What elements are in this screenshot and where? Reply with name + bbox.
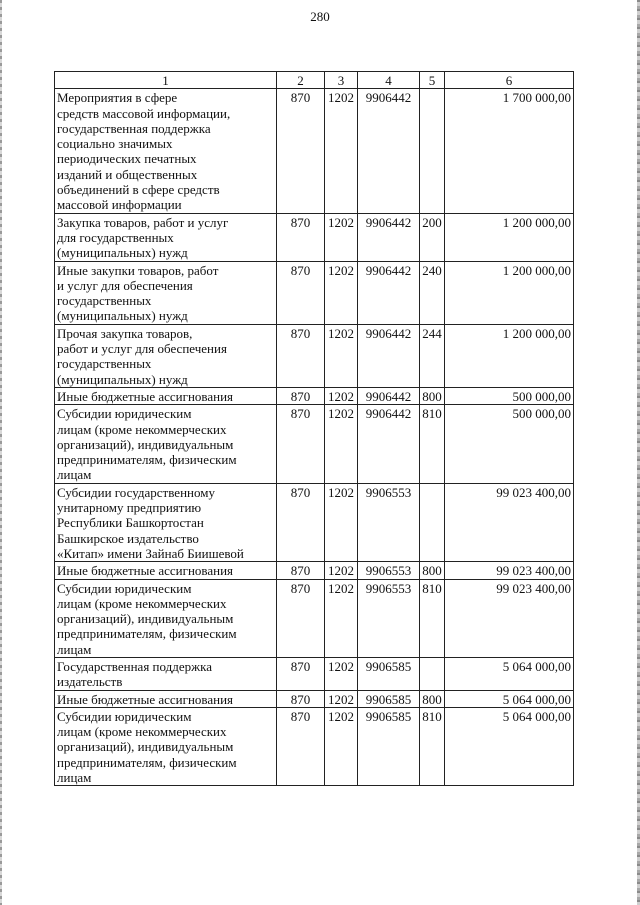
- target-article-cell: 9906585: [358, 707, 420, 785]
- amount-cell: 99 023 400,00: [445, 562, 574, 579]
- table-row: [55, 657, 574, 690]
- item-name-cell: [55, 324, 277, 387]
- item-name-line: государственных: [57, 293, 152, 309]
- item-name-cell: [55, 707, 277, 785]
- table-header-row: [55, 72, 574, 89]
- item-name-cell: [55, 89, 277, 213]
- ministry-code-cell: 870: [277, 483, 325, 561]
- item-name-line: Иные бюджетные ассигнования: [57, 563, 234, 579]
- target-article-cell: 9906585: [358, 657, 420, 690]
- item-name-line: изданий и общественных: [57, 166, 198, 182]
- target-article-cell: 9906442: [358, 261, 420, 324]
- table-row: [55, 483, 574, 561]
- ministry-code-cell: 870: [277, 707, 325, 785]
- expense-type-cell: 810: [420, 707, 445, 785]
- amount-cell: 1 200 000,00: [445, 213, 574, 261]
- target-article-cell: 9906442: [358, 89, 420, 213]
- item-name-line: Субсидии юридическим: [57, 580, 192, 596]
- target-article-cell: 9906442: [358, 324, 420, 387]
- budget-table-body: [55, 72, 574, 786]
- target-article-cell: 9906553: [358, 483, 420, 561]
- section-code-cell: 1202: [325, 324, 358, 387]
- expense-type-cell: 200: [420, 213, 445, 261]
- expense-type-cell: [420, 89, 445, 213]
- item-name-line: организаций), индивидуальным: [57, 436, 234, 452]
- item-name-line: Иные бюджетные ассигнования: [57, 388, 234, 404]
- item-name-line: Иные закупки товаров, работ: [57, 262, 219, 278]
- amount-cell: 1 200 000,00: [445, 324, 574, 387]
- expense-type-cell: 244: [420, 324, 445, 387]
- section-code-cell: 1202: [325, 213, 358, 261]
- header-cell-6: 6: [445, 72, 574, 89]
- header-cell-1: 1: [55, 72, 277, 89]
- ministry-code-cell: 870: [277, 690, 325, 707]
- item-name-cell: [55, 213, 277, 261]
- section-code-cell: 1202: [325, 707, 358, 785]
- item-name-line: организаций), индивидуальным: [57, 611, 234, 627]
- table-row: [55, 690, 574, 707]
- ministry-code-cell: 870: [277, 261, 325, 324]
- expense-type-cell: [420, 657, 445, 690]
- item-name-line: предпринимателям, физическим: [57, 452, 237, 468]
- item-name-line: социально значимых: [57, 136, 173, 152]
- amount-cell: 5 064 000,00: [445, 707, 574, 785]
- table-row: [55, 89, 574, 213]
- item-name-line: Субсидии юридическим: [57, 708, 192, 724]
- header-cell-3: 3: [325, 72, 358, 89]
- item-name-line: Субсидии государственному: [57, 484, 215, 500]
- amount-cell: 99 023 400,00: [445, 579, 574, 657]
- item-name-cell: [55, 657, 277, 690]
- item-name-cell: [55, 387, 277, 404]
- item-name-line: и услуг для обеспечения: [57, 277, 193, 293]
- table-row: [55, 562, 574, 579]
- scan-edge-left: [0, 0, 2, 905]
- amount-cell: 500 000,00: [445, 405, 574, 483]
- page-number: 280: [310, 9, 330, 24]
- target-article-cell: 9906553: [358, 562, 420, 579]
- expense-type-cell: 810: [420, 579, 445, 657]
- item-name-line: Закупка товаров, работ и услуг: [57, 214, 229, 230]
- item-name-line: лицам (кроме некоммерческих: [57, 421, 227, 437]
- ministry-code-cell: 870: [277, 387, 325, 404]
- amount-cell: 1 200 000,00: [445, 261, 574, 324]
- ministry-code-cell: 870: [277, 89, 325, 213]
- item-name-line: лицам: [57, 467, 92, 483]
- amount-cell: 99 023 400,00: [445, 483, 574, 561]
- item-name-line: объединений в сфере средств: [57, 182, 220, 198]
- table-row: [55, 213, 574, 261]
- table-row: [55, 387, 574, 404]
- item-name-line: Прочая закупка товаров,: [57, 325, 193, 341]
- item-name-line: Республики Башкортостан: [57, 515, 204, 531]
- target-article-cell: 9906442: [358, 387, 420, 404]
- item-name-line: предпринимателям, физическим: [57, 626, 237, 642]
- expense-type-cell: 810: [420, 405, 445, 483]
- item-name-line: (муниципальных) нужд: [57, 245, 188, 261]
- budget-table: [54, 71, 574, 786]
- section-code-cell: 1202: [325, 483, 358, 561]
- table-row: [55, 707, 574, 785]
- target-article-cell: 9906442: [358, 213, 420, 261]
- item-name-line: Субсидии юридическим: [57, 406, 192, 422]
- table-row: [55, 324, 574, 387]
- item-name-line: государственная поддержка: [57, 120, 211, 136]
- target-article-cell: 9906553: [358, 579, 420, 657]
- item-name-line: предпринимателям, физическим: [57, 754, 237, 770]
- item-name-line: унитарному предприятию: [57, 500, 202, 516]
- header-cell-4: 4: [358, 72, 420, 89]
- expense-type-cell: [420, 483, 445, 561]
- section-code-cell: 1202: [325, 690, 358, 707]
- amount-cell: 5 064 000,00: [445, 690, 574, 707]
- table-row: [55, 405, 574, 483]
- ministry-code-cell: 870: [277, 562, 325, 579]
- item-name-line: Государственная поддержка: [57, 658, 213, 674]
- expense-type-cell: 800: [420, 690, 445, 707]
- item-name-line: лицам: [57, 770, 92, 786]
- item-name-line: (муниципальных) нужд: [57, 308, 188, 324]
- header-cell-5: 5: [420, 72, 445, 89]
- ministry-code-cell: 870: [277, 405, 325, 483]
- section-code-cell: 1202: [325, 657, 358, 690]
- item-name-line: Мероприятия в сфере: [57, 90, 178, 106]
- target-article-cell: 9906442: [358, 405, 420, 483]
- target-article-cell: 9906585: [358, 690, 420, 707]
- expense-type-cell: 800: [420, 387, 445, 404]
- item-name-line: лицам (кроме некоммерческих: [57, 724, 227, 740]
- section-code-cell: 1202: [325, 89, 358, 213]
- item-name-cell: [55, 690, 277, 707]
- item-name-line: для государственных: [57, 229, 174, 245]
- section-code-cell: 1202: [325, 579, 358, 657]
- item-name-line: Башкирское издательство: [57, 530, 199, 546]
- item-name-cell: [55, 562, 277, 579]
- section-code-cell: 1202: [325, 387, 358, 404]
- item-name-line: работ и услуг для обеспечения: [57, 341, 227, 357]
- section-code-cell: 1202: [325, 405, 358, 483]
- item-name-line: лицам: [57, 641, 92, 657]
- item-name-line: (муниципальных) нужд: [57, 371, 188, 387]
- item-name-line: государственных: [57, 356, 152, 372]
- expense-type-cell: 800: [420, 562, 445, 579]
- item-name-line: массовой информации: [57, 197, 182, 213]
- item-name-line: лицам (кроме некоммерческих: [57, 595, 227, 611]
- header-cell-2: 2: [277, 72, 325, 89]
- amount-cell: 500 000,00: [445, 387, 574, 404]
- item-name-line: «Китап» имени Зайнаб Биишевой: [57, 545, 244, 561]
- ministry-code-cell: 870: [277, 657, 325, 690]
- item-name-line: организаций), индивидуальным: [57, 739, 234, 755]
- item-name-cell: [55, 405, 277, 483]
- item-name-line: издательств: [57, 674, 123, 690]
- table-row: [55, 261, 574, 324]
- section-code-cell: 1202: [325, 261, 358, 324]
- ministry-code-cell: 870: [277, 213, 325, 261]
- ministry-code-cell: 870: [277, 324, 325, 387]
- table-row: [55, 579, 574, 657]
- item-name-line: периодических печатных: [57, 151, 197, 167]
- item-name-cell: [55, 579, 277, 657]
- item-name-line: средств массовой информации,: [57, 105, 231, 121]
- item-name-line: Иные бюджетные ассигнования: [57, 691, 234, 707]
- section-code-cell: 1202: [325, 562, 358, 579]
- item-name-cell: [55, 261, 277, 324]
- amount-cell: 5 064 000,00: [445, 657, 574, 690]
- item-name-cell: [55, 483, 277, 561]
- ministry-code-cell: 870: [277, 579, 325, 657]
- expense-type-cell: 240: [420, 261, 445, 324]
- amount-cell: 1 700 000,00: [445, 89, 574, 213]
